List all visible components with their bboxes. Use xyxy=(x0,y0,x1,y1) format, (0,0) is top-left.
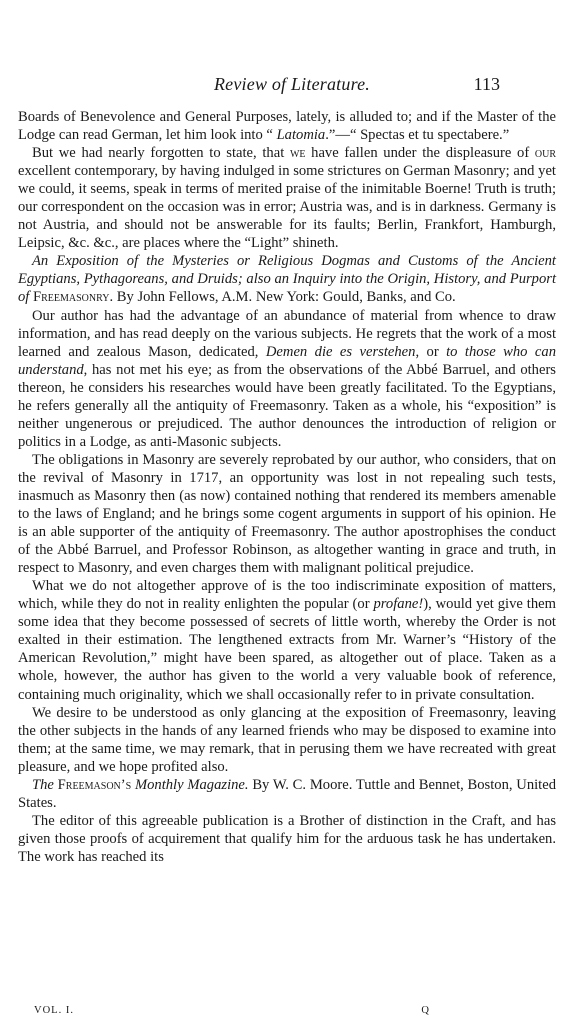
text-run: . By John Fellows, A.M. New York: Gould, Banks, and Co. xyxy=(109,289,456,306)
review-heading-magazine xyxy=(18,776,556,812)
paragraph-obligations xyxy=(18,451,556,577)
page-number: 113 xyxy=(473,74,500,94)
signature-mark: Q xyxy=(421,1005,430,1016)
text-run: .”—“ Spectas et tu spectabere.” xyxy=(325,127,510,144)
text-run: excellent contemporary, by having indulged in some strictures on German Masonry; and yet we could, it seems, speak in terms of merited praise of the inimitable Boerne! Truth is truth; our correspondent on the occasion was in error; Austria was, and is in darkness. Germany is not Austria, and should not be answerable for its faults; Berlin, Frankfort, Hamburgh, Leipsic, &c. &c., are places where the “Light” shineth. xyxy=(18,163,556,252)
review-heading-exposition xyxy=(18,252,556,306)
text-run: ), would yet give them some idea that they become possessed of secrets of little worth, whereby the Order is not exalted in their estimation. The lengthened extracts from Mr. Warner’s “History of the American Revolution,” might have been spared, as altogether out of place. Taken as a whole, however, the author has given to the world a very valuable book of reference, containing much originality, which we shall occasionally refer to in private consultation. xyxy=(18,596,556,703)
text-run: An Exposition of the Mysteries or Religious Dogmas and Customs of the Ancient Egyptians, Pythagoreans, and Druids; also an Inquiry into the Origin, History, and Purport of xyxy=(18,253,556,306)
running-head xyxy=(0,74,584,96)
text-run: We desire to be understood as only glancing at the exposition of Freemasonry, leaving the other subjects in the hands of any learned friends who may be disposed to examine into them; at the same time, we may remark, that in perusing them we have recreated with great pleasure, and we hope profited also. xyxy=(18,704,556,775)
text-run: , has not met his eye; as from the observations of the Abbé Barruel, and others thereon, he considers his researches would have been greatly facilitated. To the Egyptians, he refers generally all the antiquity of Freemasonry. Taken as a whole, his “exposition” is neither ungenerous or prejudiced. The author denounces the introduction of religion or politics in a Lodge, as anti-Masonic subjects. xyxy=(18,361,556,450)
text-run: What we do not altogether approve of is the too indiscriminate exposition of matters, which, while they do not in reality enlighten the popular (or xyxy=(18,578,556,613)
text-run: The editor of this agreeable publication is a Brother of distinction in the Craft, and has given those proofs of acquirement that qualify him for the arduous task he has undertaken. The work has reached its xyxy=(18,812,556,865)
paragraph-criticism xyxy=(18,577,556,703)
text-run: The obligations in Masonry are severely reprobated by our author, who considers, that on the revival of Masonry in 1717, an opportunity was lost in not repealing such tests, inasmuch as Masonry then (as now) contained nothing that rendered its members amenable to the laws of England; and he brings some cogent arguments in support of his opinion. He is an able supporter of the antiquity of Freemasonry. The author apostrophises the conduct of the Abbé Barruel, and Professor Robinson, as altogether wanting in grace and truth, in respect to Masonry, and even charges them with malignant political prejudice. xyxy=(18,451,556,577)
text-run: Freemasonry xyxy=(33,289,110,306)
text-run: By W. C. Moore. Tuttle and Bennet, Boston, United States. xyxy=(18,776,557,811)
paragraph-contemporary-reply xyxy=(18,144,556,252)
text-run: But we had nearly forgotten to state, that xyxy=(32,145,290,162)
text-run: we xyxy=(289,145,306,162)
text-run: Latomia xyxy=(276,127,326,144)
paragraph-editor xyxy=(18,812,556,866)
text-run: , or xyxy=(415,343,447,360)
paragraph-review-fellows xyxy=(18,307,556,451)
text-run: to those who can understand xyxy=(18,343,556,378)
text-run: Freemason’s xyxy=(57,776,132,793)
page-footer xyxy=(34,1005,430,1019)
paragraph-glancing xyxy=(18,704,556,776)
text-run: Demen die es verstehen xyxy=(265,343,416,360)
running-title: Review of Literature. xyxy=(213,74,370,94)
text-run: The xyxy=(32,776,58,793)
text-run: profane! xyxy=(373,596,424,613)
text-run: our xyxy=(534,145,556,162)
paragraph-latomia xyxy=(18,108,556,144)
body-text xyxy=(18,108,556,866)
text-run: Monthly Magazine. xyxy=(131,776,249,793)
text-run: have fallen under the displeasure of xyxy=(305,145,535,162)
text-run: Boards of Benevolence and General Purposes, lately, is alluded to; and if the Master of the Lodge can read German, let him look into “ xyxy=(18,109,556,144)
text-run: Our author has had the advantage of an abundance of material from whence to draw information, and has read deeply on the various subjects. He regrets that the work of a most learned and zealous Mason, dedicated, xyxy=(18,307,556,360)
volume-label: VOL. I. xyxy=(34,1005,74,1016)
